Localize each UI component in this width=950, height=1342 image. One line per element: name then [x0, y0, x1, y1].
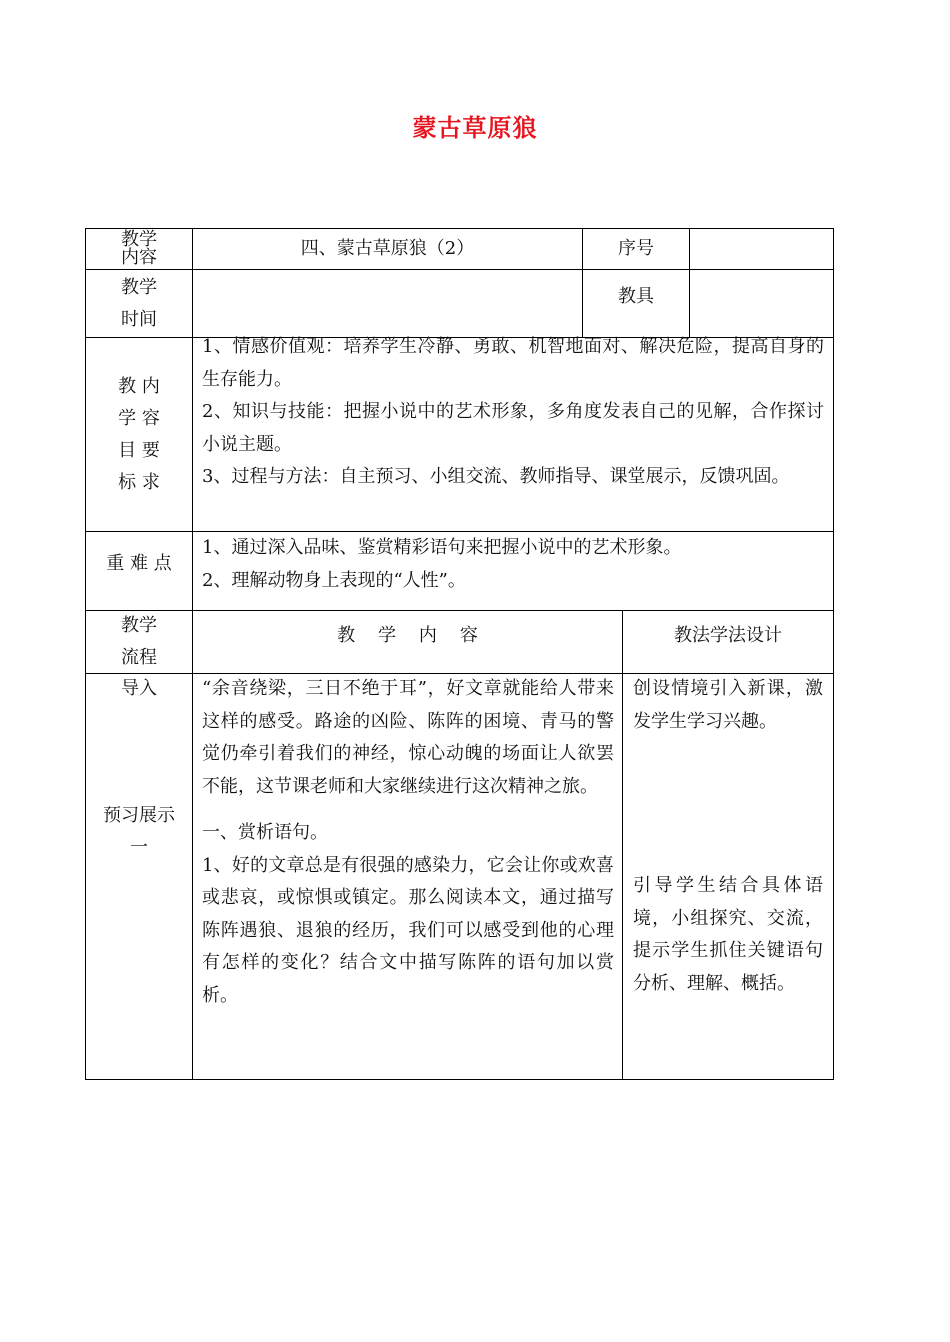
key-points-content [202, 532, 824, 597]
goals-label [86, 338, 192, 531]
seq-label: 序号 [618, 238, 654, 259]
section-heading: 一、赏析语句。 [202, 822, 328, 843]
row1-label-line2: 内容 [121, 247, 157, 268]
goals-label-line: 学 容 [118, 407, 160, 429]
page-title: 蒙古草原狼 [412, 114, 538, 142]
goal-item: 1、情感价值观：培养学生冷静、勇敢、机智地面对、解决危险，提高自身的生存能力。 [202, 336, 824, 390]
table-border-bottom [85, 1079, 834, 1080]
lesson-time-value [193, 270, 582, 337]
method-header: 教法学法设计 [674, 625, 782, 646]
question-paragraph: 1、好的文章总是有很强的感染力，它会让你或欢喜或悲哀，或惊惧或镇定。那么阅读本文，通过描写陈阵遇狼、退狼的经历，我们可以感受到他的心理有怎样的变化？结合文中描写陈阵的语句加以赏析。 [202, 854, 614, 1006]
method-content [633, 673, 823, 738]
row2-label [86, 270, 192, 337]
stage-preview-line1: 预习展示 [103, 805, 175, 826]
table-col-divider [622, 610, 623, 1080]
flow-label-line1: 教学 [121, 615, 157, 636]
teaching-content [202, 673, 614, 1012]
stage-preview-line2: 一 [130, 837, 148, 858]
method-note: 引导学生结合具体语境，小组探究、交流，提示学生抓住关键语句分析、理解、概括。 [633, 875, 823, 994]
table-border-right [833, 228, 834, 1080]
flow-label [86, 611, 192, 673]
row2-label-line2: 时间 [121, 308, 157, 330]
key-point-item: 1、通过深入品味、鉴赏精彩语句来把握小说中的艺术形象。 [202, 537, 682, 558]
seq-value [690, 229, 833, 269]
flow-label-line2: 流程 [121, 647, 157, 668]
tool-value [690, 270, 833, 337]
stage-intro: 导入 [121, 678, 157, 699]
goals-content [202, 331, 824, 494]
intro-paragraph: “余音绕梁，三日不绝于耳”，好文章就能给人带来这样的感受。路途的凶险、陈阵的困境、青马的警觉仍牵引着我们的神经，惊心动魄的场面让人欲罢不能，这节课老师和大家继续进行这次精神之旅。 [202, 678, 614, 797]
row1-label-line1: 教学 [121, 229, 157, 250]
goal-item: 2、知识与技能：把握小说中的艺术形象，多角度发表自己的见解，合作探讨小说主题。 [202, 401, 824, 455]
key-point-item: 2、理解动物身上表现的“人性”。 [202, 569, 466, 591]
goals-label-line: 标 求 [118, 471, 160, 493]
key-points-label: 重 难 点 [106, 552, 172, 574]
goal-item: 3、过程与方法：自主预习、小组交流、教师指导、课堂展示，反馈巩固。 [202, 466, 790, 487]
content-header: 教 学 内 容 [337, 625, 478, 646]
goals-label-line: 教 内 [118, 375, 160, 397]
row2-label-line1: 教学 [121, 276, 157, 298]
stage-preview [86, 800, 192, 864]
method-note: 创设情境引入新课，激发学生学习兴趣。 [633, 678, 823, 732]
goals-label-line: 目 要 [118, 439, 160, 461]
row1-label [86, 229, 192, 269]
method-content-2 [633, 870, 823, 1000]
tool-label: 教具 [618, 286, 654, 307]
lesson-content-value: 四、蒙古草原狼（2） [300, 238, 475, 259]
